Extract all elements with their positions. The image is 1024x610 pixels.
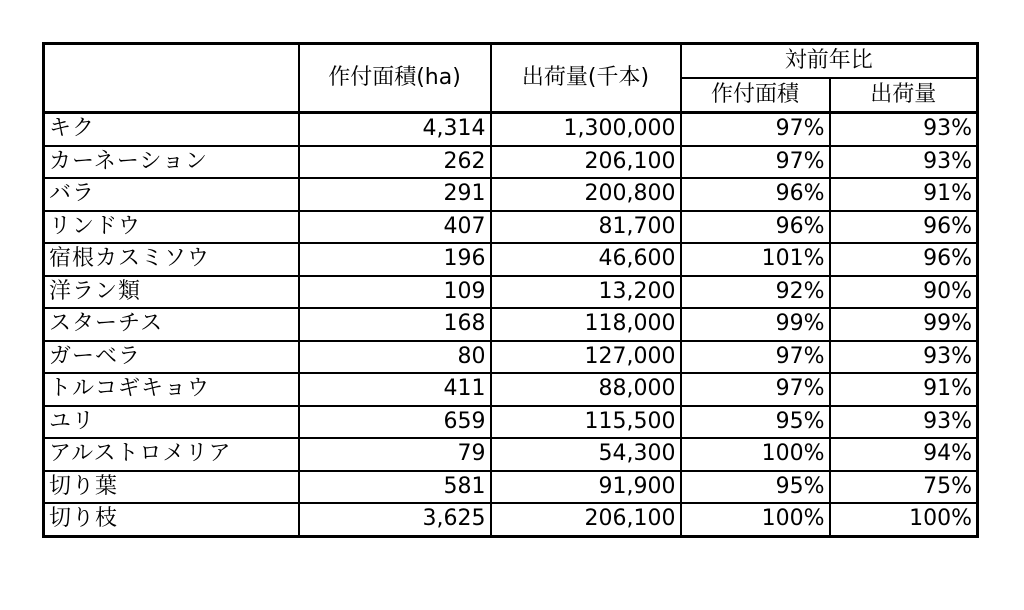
header-area: 作付面積(ha) bbox=[299, 44, 491, 113]
yoy-area-cell: 97% bbox=[681, 373, 830, 406]
yoy-shipment-cell: 90% bbox=[830, 276, 978, 309]
crop-name-cell: アルストロメリア bbox=[44, 438, 299, 471]
yoy-shipment-cell: 93% bbox=[830, 113, 978, 146]
yoy-shipment-cell: 100% bbox=[830, 503, 978, 536]
crop-name-cell: リンドウ bbox=[44, 211, 299, 244]
table-row bbox=[44, 178, 978, 211]
yoy-area-cell: 95% bbox=[681, 406, 830, 439]
crop-name-cell: ユリ bbox=[44, 406, 299, 439]
area-cell: 411 bbox=[299, 373, 491, 406]
area-cell: 4,314 bbox=[299, 113, 491, 146]
yoy-shipment-cell: 99% bbox=[830, 308, 978, 341]
table-row bbox=[44, 113, 978, 146]
yoy-shipment-cell: 93% bbox=[830, 146, 978, 179]
area-cell: 3,625 bbox=[299, 503, 491, 536]
table-row bbox=[44, 276, 978, 309]
area-cell: 659 bbox=[299, 406, 491, 439]
crop-name-cell: カーネーション bbox=[44, 146, 299, 179]
crop-name-cell: 宿根カスミソウ bbox=[44, 243, 299, 276]
yoy-area-cell: 100% bbox=[681, 503, 830, 536]
yoy-shipment-cell: 93% bbox=[830, 341, 978, 374]
shipment-cell: 81,700 bbox=[491, 211, 681, 244]
shipment-cell: 127,000 bbox=[491, 341, 681, 374]
yoy-area-cell: 96% bbox=[681, 178, 830, 211]
table-row bbox=[44, 471, 978, 504]
area-cell: 168 bbox=[299, 308, 491, 341]
area-cell: 407 bbox=[299, 211, 491, 244]
shipment-cell: 91,900 bbox=[491, 471, 681, 504]
table-row bbox=[44, 308, 978, 341]
yoy-area-cell: 100% bbox=[681, 438, 830, 471]
header-row-1 bbox=[44, 44, 978, 79]
crop-name-cell: 切り枝 bbox=[44, 503, 299, 536]
shipment-cell: 118,000 bbox=[491, 308, 681, 341]
table-row bbox=[44, 146, 978, 179]
area-cell: 581 bbox=[299, 471, 491, 504]
header-corner bbox=[44, 44, 299, 113]
table-row bbox=[44, 373, 978, 406]
table-row bbox=[44, 503, 978, 536]
shipment-cell: 1,300,000 bbox=[491, 113, 681, 146]
area-cell: 291 bbox=[299, 178, 491, 211]
header-shipment: 出荷量(千本) bbox=[491, 44, 681, 113]
table-row bbox=[44, 438, 978, 471]
table-row bbox=[44, 341, 978, 374]
table-body bbox=[44, 113, 978, 537]
yoy-shipment-cell: 96% bbox=[830, 211, 978, 244]
header-yoy-group: 対前年比 bbox=[681, 44, 978, 79]
crop-name-cell: キク bbox=[44, 113, 299, 146]
shipment-cell: 200,800 bbox=[491, 178, 681, 211]
yoy-area-cell: 99% bbox=[681, 308, 830, 341]
shipment-cell: 206,100 bbox=[491, 146, 681, 179]
table-row bbox=[44, 243, 978, 276]
flower-production-table bbox=[42, 42, 979, 538]
yoy-shipment-cell: 93% bbox=[830, 406, 978, 439]
crop-name-cell: バラ bbox=[44, 178, 299, 211]
yoy-shipment-cell: 96% bbox=[830, 243, 978, 276]
area-cell: 262 bbox=[299, 146, 491, 179]
yoy-area-cell: 97% bbox=[681, 341, 830, 374]
crop-name-cell: 切り葉 bbox=[44, 471, 299, 504]
shipment-cell: 206,100 bbox=[491, 503, 681, 536]
yoy-area-cell: 95% bbox=[681, 471, 830, 504]
yoy-shipment-cell: 91% bbox=[830, 178, 978, 211]
crop-name-cell: ガーベラ bbox=[44, 341, 299, 374]
yoy-area-cell: 92% bbox=[681, 276, 830, 309]
header-yoy-area: 作付面積 bbox=[681, 78, 830, 113]
yoy-area-cell: 97% bbox=[681, 113, 830, 146]
crop-name-cell: 洋ラン類 bbox=[44, 276, 299, 309]
header-yoy-shipment: 出荷量 bbox=[830, 78, 978, 113]
yoy-area-cell: 96% bbox=[681, 211, 830, 244]
yoy-shipment-cell: 91% bbox=[830, 373, 978, 406]
shipment-cell: 88,000 bbox=[491, 373, 681, 406]
table-row bbox=[44, 406, 978, 439]
crop-name-cell: トルコギキョウ bbox=[44, 373, 299, 406]
shipment-cell: 54,300 bbox=[491, 438, 681, 471]
yoy-area-cell: 97% bbox=[681, 146, 830, 179]
yoy-shipment-cell: 94% bbox=[830, 438, 978, 471]
shipment-cell: 13,200 bbox=[491, 276, 681, 309]
area-cell: 79 bbox=[299, 438, 491, 471]
yoy-shipment-cell: 75% bbox=[830, 471, 978, 504]
area-cell: 109 bbox=[299, 276, 491, 309]
shipment-cell: 46,600 bbox=[491, 243, 681, 276]
crop-name-cell: スターチス bbox=[44, 308, 299, 341]
area-cell: 80 bbox=[299, 341, 491, 374]
table-row bbox=[44, 211, 978, 244]
yoy-area-cell: 101% bbox=[681, 243, 830, 276]
area-cell: 196 bbox=[299, 243, 491, 276]
shipment-cell: 115,500 bbox=[491, 406, 681, 439]
table-header bbox=[44, 44, 978, 113]
